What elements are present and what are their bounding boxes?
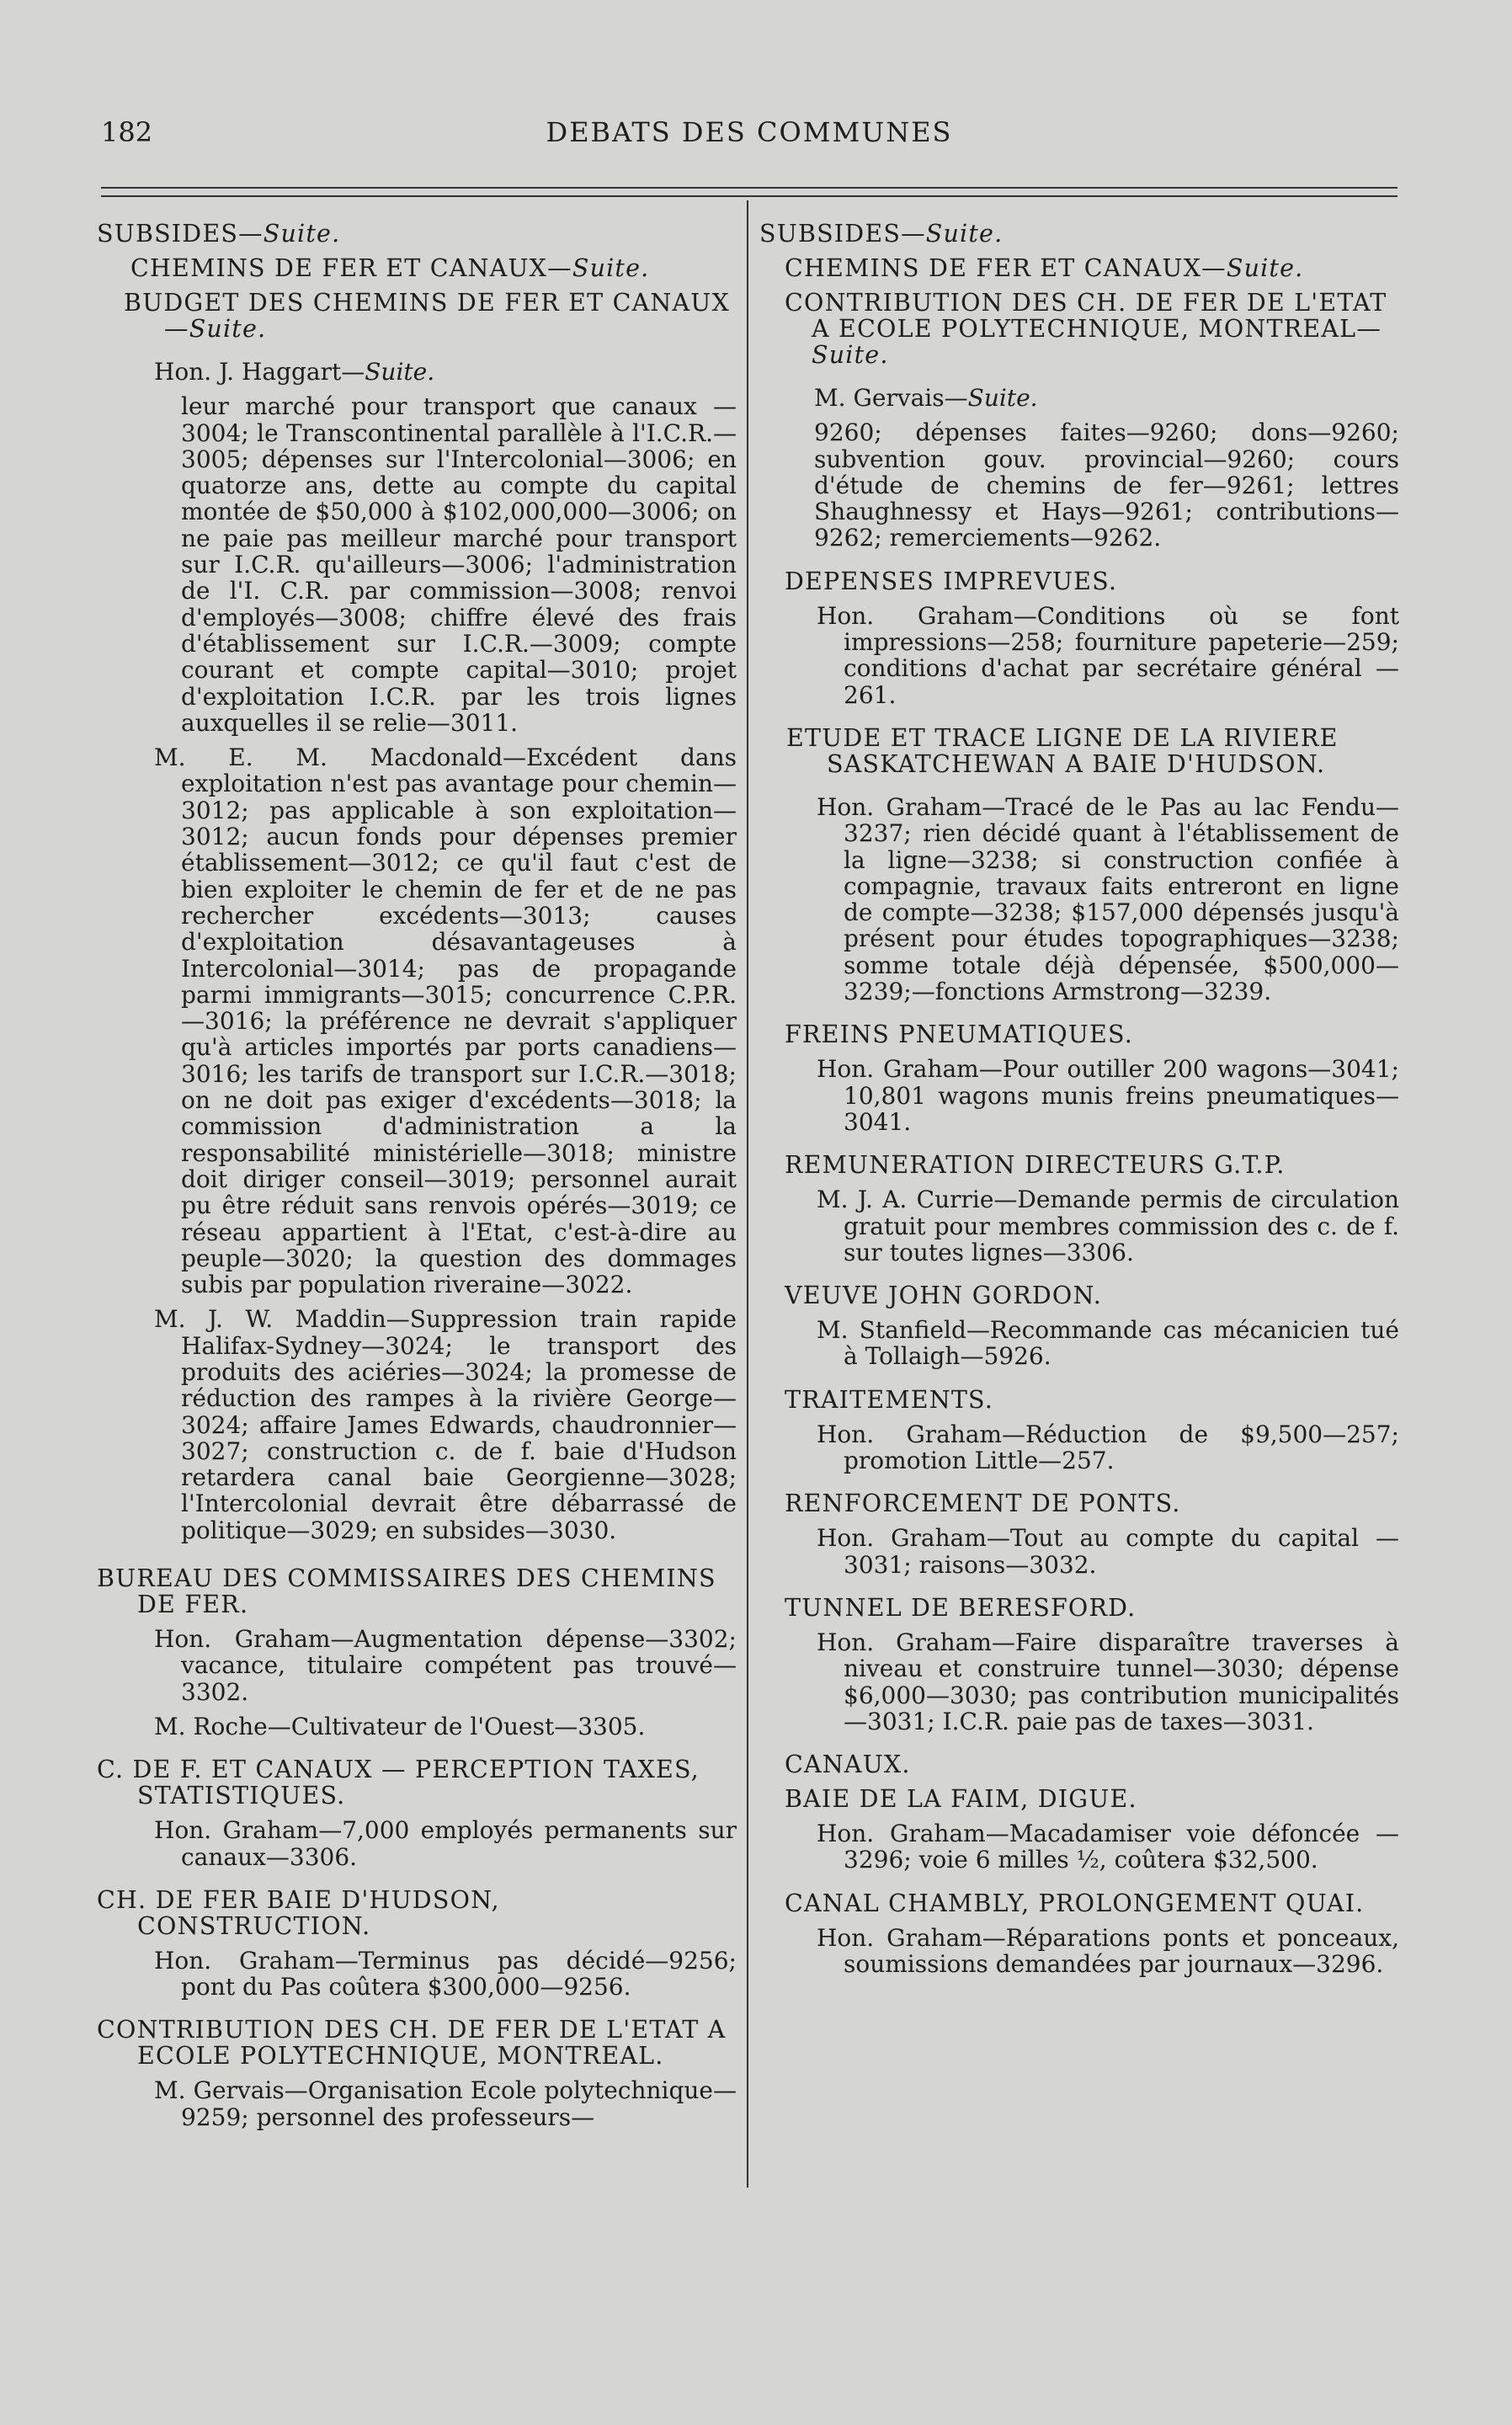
heading-remuneration: REMUNERATION DIRECTEURS G.T.P. bbox=[785, 1151, 1286, 1180]
entry-traitements-graham: Hon. Graham—Réduction de $9,500—257; promotion Little—257. bbox=[817, 1420, 1399, 1475]
heading-perception-taxes: C. DE F. ET CANAUX — PERCEPTION TAXES, STATISTIQUES. bbox=[97, 1756, 700, 1810]
right-column bbox=[759, 221, 1399, 1977]
heading-tunnel: TUNNEL DE BERESFORD. bbox=[785, 1593, 1137, 1622]
heading-budget: BUDGET DES CHEMINS DE FER ET CANAUX—Suite. bbox=[124, 289, 731, 343]
heading-canaux: CANAUX. bbox=[785, 1751, 911, 1779]
header-rule-bottom bbox=[101, 195, 1398, 197]
entry-hudson-graham: Hon. Graham—Terminus pas décidé—9256; pont du Pas coûtera $300,000—9256. bbox=[154, 1946, 737, 2001]
heading-subsides-right: SUBSIDES—Suite. bbox=[759, 220, 1004, 248]
entry-gervais-name: M. Gervais—Suite. bbox=[814, 384, 1038, 412]
heading-chemins-canaux: CHEMINS DE FER ET CANAUX—Suite. bbox=[130, 254, 650, 282]
heading-baie-faim: BAIE DE LA FAIM, DIGUE. bbox=[785, 1785, 1137, 1814]
heading-freins: FREINS PNEUMATIQUES. bbox=[785, 1021, 1133, 1049]
heading-chemins-canaux-right: CHEMINS DE FER ET CANAUX—Suite. bbox=[785, 254, 1304, 282]
heading-traitements: TRAITEMENTS. bbox=[785, 1385, 994, 1414]
heading-depenses-imprevues: DEPENSES IMPREVUES. bbox=[785, 567, 1118, 595]
heading-etude-trace: ETUDE ET TRACE LIGNE DE LA RIVIERE SASKATCHEWAN A BAIE D'HUDSON. bbox=[786, 723, 1339, 778]
entry-baie-graham: Hon. Graham—Macadamiser voie défoncée —3296; voie 6 milles ½, coûtera $32,500. bbox=[817, 1820, 1399, 1874]
entry-bureau-roche: M. Roche—Cultivateur de l'Ouest—3305. bbox=[154, 1712, 646, 1740]
entry-remuneration-currie: M. J. A. Currie—Demande permis de circulation gratuit pour membres commission des c. de f. sur toutes lignes—3306. bbox=[817, 1186, 1399, 1266]
header-rule-top bbox=[101, 187, 1398, 189]
entry-tunnel-graham: Hon. Graham—Faire disparaître traverses à niveau et construire tunnel—3030; dépense $6,000—3030; pas contribution municipalités—3031; I.C.R. paie pas de taxes—3031. bbox=[817, 1628, 1399, 1735]
entry-macdonald: M. E. M. Macdonald—Excédent dans exploitation n'est pas avantage pour chemin—3012; pas applicable à son exploitation—3012; aucun fonds pour dépenses premier établissement—3012; ce qu'il faut c'est de bien exploiter le chemin de fer et de ne pas rechercher excédents—3013; causes d'exploitation désavantageuses à Intercolonial—3014; pas de propagande parmi immigrants—3015; concurrence C.P.R.—3016; la préférence ne devrait s'appliquer qu'à articles importés par ports canadiens—3016; les tarifs de transport sur I.C.R.—3018; on ne doit pas exiger d'excédents—3018; la commission d'administration a la responsabilité ministérielle—3018; ministre doit diriger conseil—3019; personnel aurait pu être réduit sans renvois opérés—3019; ce réseau appartient à l'Etat, c'est-à-dire au peuple—3020; la question des dommages subis par population riveraine—3022. bbox=[154, 743, 737, 1299]
heading-contribution-right: CONTRIBUTION DES CH. DE FER DE L'ETAT A ECOLE POLYTECHNIQUE, MONTREAL—Suite. bbox=[785, 289, 1387, 369]
heading-veuve: VEUVE JOHN GORDON. bbox=[785, 1282, 1103, 1310]
entry-veuve-stanfield: M. Stanfield—Recommande cas mécanicien tué à Tollaigh—5926. bbox=[817, 1316, 1399, 1371]
page-header bbox=[101, 116, 1398, 153]
column-divider bbox=[747, 200, 748, 2188]
entry-poly-gervais: M. Gervais—Organisation Ecole polytechnique—9259; personnel des professeurs— bbox=[154, 2076, 737, 2131]
entry-bureau-graham: Hon. Graham—Augmentation dépense—3302; vacance, titulaire compétent pas trouvé—3302. bbox=[154, 1625, 737, 1706]
entry-etude-graham: Hon. Graham—Tracé de le Pas au lac Fendu—3237; rien décidé quant à l'établissement de la ligne—3238; si construction confiée à compagnie, travaux faits entreront en ligne de compte—3238; $157,000 dépensés jusqu'à présent pour études topographiques—3238; somme totale déjà dépensée, $500,000—3239;—fonctions Armstrong—3239. bbox=[817, 792, 1399, 1006]
entry-gervais-text: 9260; dépenses faites—9260; dons—9260; subvention gouv. provincial—9260; cours d'étude de chemins de fer—9261; lettres Shaughnessy et Hays—9261; contributions—9262; remerciements—9262. bbox=[814, 418, 1399, 552]
heading-baie-hudson: CH. DE FER BAIE D'HUDSON, CONSTRUCTION. bbox=[97, 1885, 500, 1940]
heading-subsides: SUBSIDES—Suite. bbox=[97, 220, 341, 248]
heading-chambly: CANAL CHAMBLY, PROLONGEMENT QUAI. bbox=[785, 1889, 1365, 1917]
heading-bureau-commissaires: BUREAU DES COMMISSAIRES DES CHEMINS DE FER. bbox=[97, 1564, 716, 1619]
entry-haggart-text: leur marché pour transport que canaux —3004; le Transcontinental parallèle à l'I.C.R.—3005; dépenses sur l'Intercolonial—3006; en quatorze ans, dette au compte du capital montée de $50,000 à $102,000,000—3006; on ne paie pas meilleur marché pour transport sur I.C.R. qu'ailleurs—3006; l'administration de l'I. C.R. par commission—3008; renvoi d'employés—3008; chiffre élevé des frais d'établissement sur I.C.R.—3009; compte courant et compte capital—3010; projet d'exploitation I.C.R. par les trois lignes auxquelles il se relie—3011. bbox=[181, 392, 737, 737]
entry-renforcement-graham: Hon. Graham—Tout au compte du capital —3031; raisons—3032. bbox=[817, 1524, 1399, 1579]
page-number: 182 bbox=[101, 116, 153, 148]
entry-maddin: M. J. W. Maddin—Suppression train rapide Halifax-Sydney—3024; le transport des produits des aciéries—3024; la promesse de réduction des rampes à la rivière George—3024; affaire James Edwards, chaudronnier—3027; construction c. de f. baie d'Hudson retardera canal baie Georgienne—3028; l'Intercolonial devrait être débarrassé de politique—3029; en subsides—3030. bbox=[154, 1305, 737, 1544]
entry-haggart-name: Hon. J. Haggart—Suite. bbox=[154, 358, 435, 386]
entry-perception-graham: Hon. Graham—7,000 employés permanents sur canaux—3306. bbox=[154, 1816, 737, 1871]
running-title: DEBATS DES COMMUNES bbox=[546, 116, 953, 148]
left-column bbox=[97, 221, 737, 2130]
entry-depenses-graham: Hon. Graham—Conditions où se font impressions—258; fourniture papeterie—259; conditions d'achat par secrétaire général —261. bbox=[817, 601, 1399, 709]
entry-freins-graham: Hon. Graham—Pour outiller 200 wagons—3041; 10,801 wagons munis freins pneumatiques—3041. bbox=[817, 1055, 1399, 1136]
heading-contribution-polytechnique: CONTRIBUTION DES CH. DE FER DE L'ETAT A ECOLE POLYTECHNIQUE, MONTREAL. bbox=[97, 2016, 727, 2071]
heading-renforcement: RENFORCEMENT DE PONTS. bbox=[785, 1490, 1181, 1518]
entry-chambly-graham: Hon. Graham—Réparations ponts et ponceaux, soumissions demandées par journaux—3296. bbox=[817, 1923, 1399, 1978]
